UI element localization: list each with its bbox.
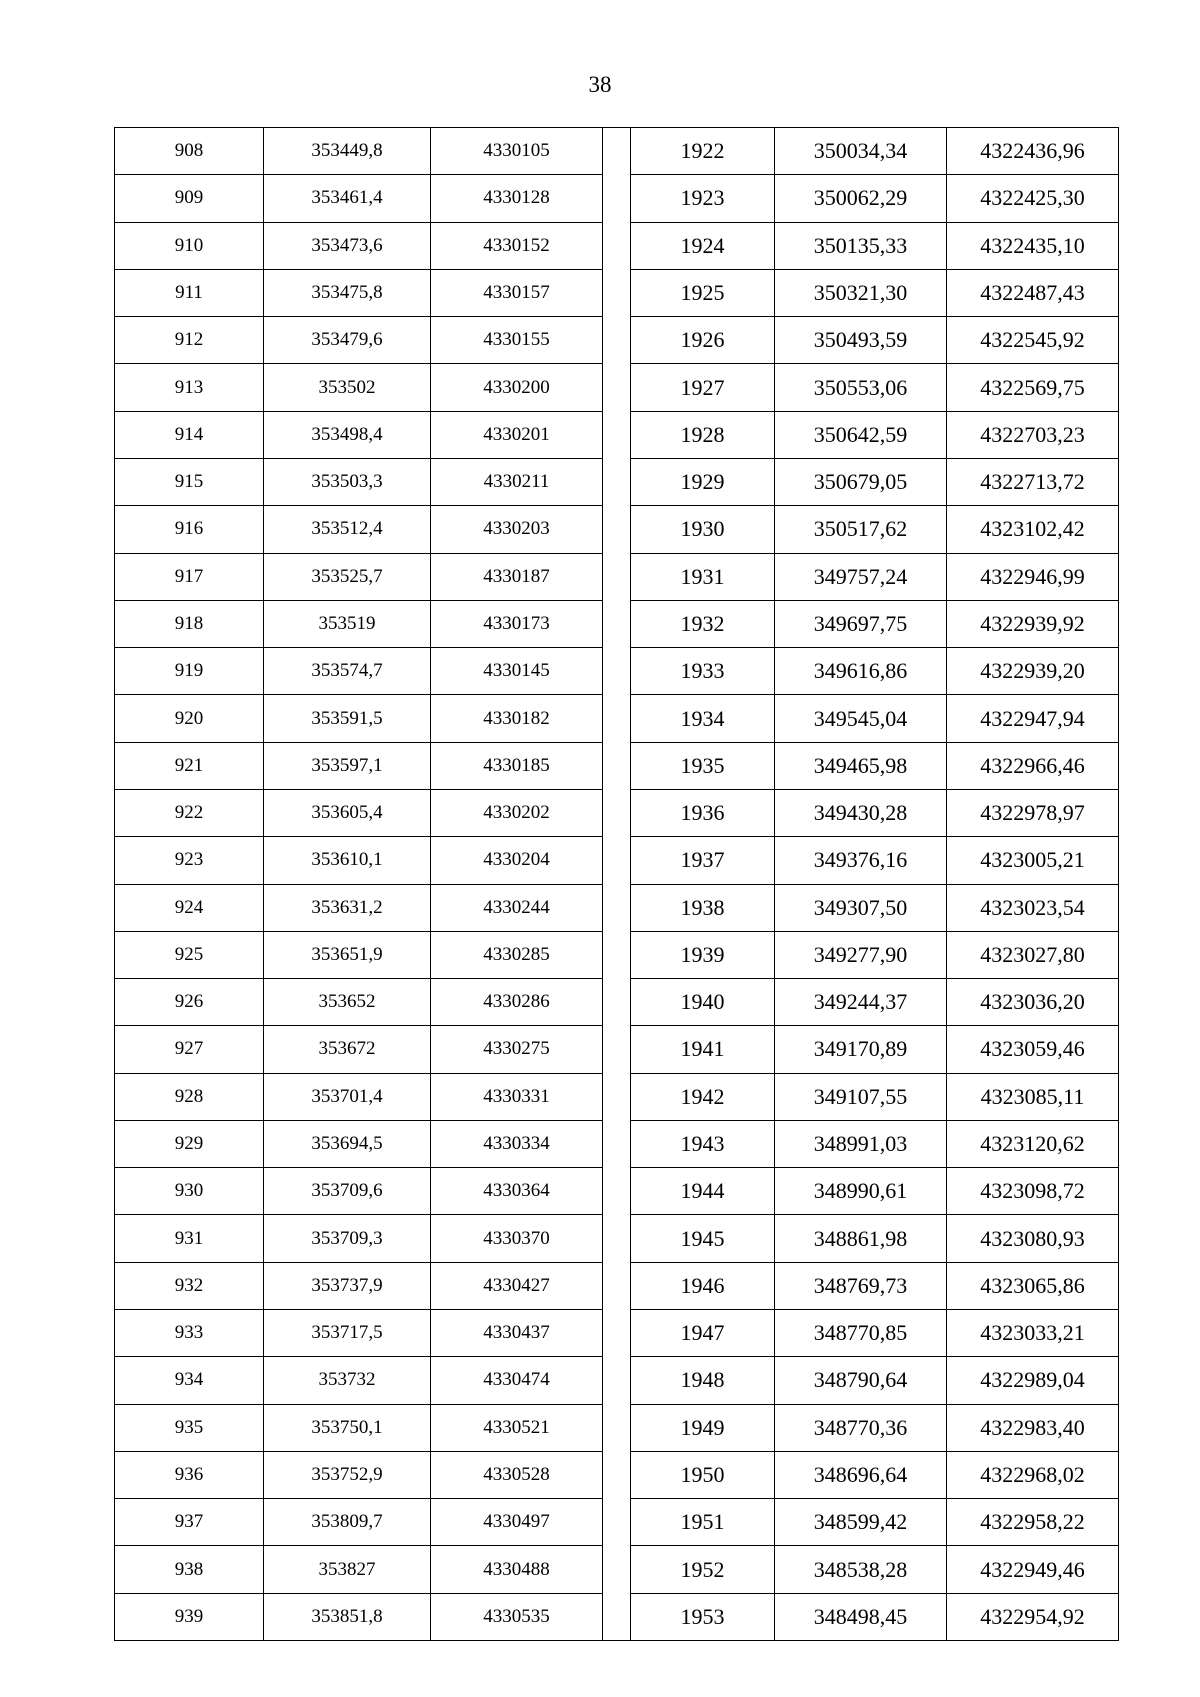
left-y-coordinate-cell: 4330182 <box>431 695 603 742</box>
left-y-coordinate-cell: 4330285 <box>431 931 603 978</box>
left-point-number-cell: 932 <box>115 1262 264 1309</box>
column-separator-cell <box>603 884 631 931</box>
left-point-number-cell: 923 <box>115 837 264 884</box>
left-y-coordinate-cell: 4330200 <box>431 364 603 411</box>
table-row <box>115 553 1119 600</box>
right-point-number-cell: 1948 <box>631 1357 775 1404</box>
left-point-number-cell: 926 <box>115 979 264 1026</box>
right-x-coordinate-cell: 349430,28 <box>775 789 947 836</box>
left-y-coordinate-cell: 4330211 <box>431 458 603 505</box>
left-y-coordinate-cell: 4330145 <box>431 648 603 695</box>
left-x-coordinate-cell: 353512,4 <box>264 506 431 553</box>
left-x-coordinate-cell: 353709,3 <box>264 1215 431 1262</box>
table-row <box>115 506 1119 553</box>
right-x-coordinate-cell: 349757,24 <box>775 553 947 600</box>
left-y-coordinate-cell: 4330204 <box>431 837 603 884</box>
left-x-coordinate-cell: 353475,8 <box>264 269 431 316</box>
right-point-number-cell: 1924 <box>631 222 775 269</box>
right-point-number-cell: 1946 <box>631 1262 775 1309</box>
right-point-number-cell: 1933 <box>631 648 775 695</box>
column-separator-cell <box>603 317 631 364</box>
right-x-coordinate-cell: 348696,64 <box>775 1451 947 1498</box>
right-point-number-cell: 1928 <box>631 411 775 458</box>
column-separator-cell <box>603 506 631 553</box>
table-row <box>115 1451 1119 1498</box>
right-y-coordinate-cell: 4322713,72 <box>947 458 1119 505</box>
right-y-coordinate-cell: 4322703,23 <box>947 411 1119 458</box>
right-y-coordinate-cell: 4323027,80 <box>947 931 1119 978</box>
column-separator-cell <box>603 411 631 458</box>
table-row <box>115 695 1119 742</box>
left-point-number-cell: 918 <box>115 600 264 647</box>
column-separator-cell <box>603 458 631 505</box>
left-x-coordinate-cell: 353750,1 <box>264 1404 431 1451</box>
left-x-coordinate-cell: 353694,5 <box>264 1120 431 1167</box>
left-y-coordinate-cell: 4330173 <box>431 600 603 647</box>
left-point-number-cell: 938 <box>115 1546 264 1593</box>
left-x-coordinate-cell: 353498,4 <box>264 411 431 458</box>
right-x-coordinate-cell: 348991,03 <box>775 1120 947 1167</box>
right-y-coordinate-cell: 4322949,46 <box>947 1546 1119 1593</box>
left-y-coordinate-cell: 4330334 <box>431 1120 603 1167</box>
left-x-coordinate-cell: 353672 <box>264 1026 431 1073</box>
left-point-number-cell: 937 <box>115 1499 264 1546</box>
table-row <box>115 1215 1119 1262</box>
column-separator-cell <box>603 695 631 742</box>
right-point-number-cell: 1950 <box>631 1451 775 1498</box>
left-point-number-cell: 933 <box>115 1310 264 1357</box>
left-point-number-cell: 928 <box>115 1073 264 1120</box>
left-y-coordinate-cell: 4330488 <box>431 1546 603 1593</box>
table-row <box>115 458 1119 505</box>
table-row <box>115 317 1119 364</box>
column-separator-cell <box>603 1310 631 1357</box>
right-x-coordinate-cell: 348769,73 <box>775 1262 947 1309</box>
left-y-coordinate-cell: 4330474 <box>431 1357 603 1404</box>
column-separator-cell <box>603 600 631 647</box>
column-separator-cell <box>603 553 631 600</box>
right-point-number-cell: 1930 <box>631 506 775 553</box>
right-x-coordinate-cell: 350034,34 <box>775 128 947 175</box>
column-separator-cell <box>603 222 631 269</box>
left-y-coordinate-cell: 4330331 <box>431 1073 603 1120</box>
right-point-number-cell: 1940 <box>631 979 775 1026</box>
right-x-coordinate-cell: 350321,30 <box>775 269 947 316</box>
right-point-number-cell: 1939 <box>631 931 775 978</box>
left-x-coordinate-cell: 353503,3 <box>264 458 431 505</box>
left-y-coordinate-cell: 4330497 <box>431 1499 603 1546</box>
table-row <box>115 648 1119 695</box>
left-y-coordinate-cell: 4330370 <box>431 1215 603 1262</box>
table-row <box>115 742 1119 789</box>
column-separator-cell <box>603 269 631 316</box>
left-point-number-cell: 916 <box>115 506 264 553</box>
right-x-coordinate-cell: 349376,16 <box>775 837 947 884</box>
right-x-coordinate-cell: 349307,50 <box>775 884 947 931</box>
right-y-coordinate-cell: 4323065,86 <box>947 1262 1119 1309</box>
left-x-coordinate-cell: 353737,9 <box>264 1262 431 1309</box>
column-separator-cell <box>603 648 631 695</box>
right-y-coordinate-cell: 4322569,75 <box>947 364 1119 411</box>
right-y-coordinate-cell: 4322966,46 <box>947 742 1119 789</box>
table-row <box>115 1073 1119 1120</box>
table-row <box>115 1310 1119 1357</box>
left-y-coordinate-cell: 4330437 <box>431 1310 603 1357</box>
left-x-coordinate-cell: 353449,8 <box>264 128 431 175</box>
right-y-coordinate-cell: 4323033,21 <box>947 1310 1119 1357</box>
right-point-number-cell: 1945 <box>631 1215 775 1262</box>
left-y-coordinate-cell: 4330187 <box>431 553 603 600</box>
right-point-number-cell: 1943 <box>631 1120 775 1167</box>
left-x-coordinate-cell: 353732 <box>264 1357 431 1404</box>
left-point-number-cell: 912 <box>115 317 264 364</box>
right-y-coordinate-cell: 4322954,92 <box>947 1593 1119 1640</box>
table-row <box>115 222 1119 269</box>
right-point-number-cell: 1936 <box>631 789 775 836</box>
column-separator-cell <box>603 1593 631 1640</box>
left-x-coordinate-cell: 353809,7 <box>264 1499 431 1546</box>
left-point-number-cell: 934 <box>115 1357 264 1404</box>
left-x-coordinate-cell: 353473,6 <box>264 222 431 269</box>
right-x-coordinate-cell: 348790,64 <box>775 1357 947 1404</box>
left-x-coordinate-cell: 353519 <box>264 600 431 647</box>
left-point-number-cell: 935 <box>115 1404 264 1451</box>
column-separator-cell <box>603 1120 631 1167</box>
right-point-number-cell: 1923 <box>631 175 775 222</box>
right-x-coordinate-cell: 350642,59 <box>775 411 947 458</box>
left-point-number-cell: 910 <box>115 222 264 269</box>
right-y-coordinate-cell: 4322425,30 <box>947 175 1119 222</box>
column-separator-cell <box>603 789 631 836</box>
left-point-number-cell: 921 <box>115 742 264 789</box>
right-x-coordinate-cell: 349465,98 <box>775 742 947 789</box>
right-y-coordinate-cell: 4322939,20 <box>947 648 1119 695</box>
left-y-coordinate-cell: 4330528 <box>431 1451 603 1498</box>
right-point-number-cell: 1927 <box>631 364 775 411</box>
right-x-coordinate-cell: 349616,86 <box>775 648 947 695</box>
right-x-coordinate-cell: 350062,29 <box>775 175 947 222</box>
table-row <box>115 411 1119 458</box>
left-y-coordinate-cell: 4330203 <box>431 506 603 553</box>
right-point-number-cell: 1949 <box>631 1404 775 1451</box>
right-point-number-cell: 1937 <box>631 837 775 884</box>
right-point-number-cell: 1951 <box>631 1499 775 1546</box>
right-point-number-cell: 1925 <box>631 269 775 316</box>
right-y-coordinate-cell: 4322983,40 <box>947 1404 1119 1451</box>
left-y-coordinate-cell: 4330535 <box>431 1593 603 1640</box>
right-point-number-cell: 1952 <box>631 1546 775 1593</box>
left-point-number-cell: 919 <box>115 648 264 695</box>
right-point-number-cell: 1938 <box>631 884 775 931</box>
column-separator-cell <box>603 837 631 884</box>
left-x-coordinate-cell: 353651,9 <box>264 931 431 978</box>
table-row <box>115 1168 1119 1215</box>
right-x-coordinate-cell: 348990,61 <box>775 1168 947 1215</box>
left-x-coordinate-cell: 353574,7 <box>264 648 431 695</box>
left-x-coordinate-cell: 353461,4 <box>264 175 431 222</box>
right-x-coordinate-cell: 348498,45 <box>775 1593 947 1640</box>
left-y-coordinate-cell: 4330427 <box>431 1262 603 1309</box>
left-x-coordinate-cell: 353502 <box>264 364 431 411</box>
column-separator-cell <box>603 364 631 411</box>
right-y-coordinate-cell: 4323005,21 <box>947 837 1119 884</box>
left-point-number-cell: 909 <box>115 175 264 222</box>
right-x-coordinate-cell: 349170,89 <box>775 1026 947 1073</box>
table-row <box>115 600 1119 647</box>
table-row <box>115 1499 1119 1546</box>
right-x-coordinate-cell: 349277,90 <box>775 931 947 978</box>
column-separator-cell <box>603 931 631 978</box>
column-separator-cell <box>603 1215 631 1262</box>
table-row <box>115 789 1119 836</box>
left-point-number-cell: 936 <box>115 1451 264 1498</box>
right-y-coordinate-cell: 4323023,54 <box>947 884 1119 931</box>
left-x-coordinate-cell: 353717,5 <box>264 1310 431 1357</box>
left-x-coordinate-cell: 353851,8 <box>264 1593 431 1640</box>
right-x-coordinate-cell: 348599,42 <box>775 1499 947 1546</box>
table-row <box>115 1120 1119 1167</box>
column-separator-cell <box>603 1168 631 1215</box>
left-point-number-cell: 917 <box>115 553 264 600</box>
right-x-coordinate-cell: 350135,33 <box>775 222 947 269</box>
left-x-coordinate-cell: 353701,4 <box>264 1073 431 1120</box>
left-y-coordinate-cell: 4330275 <box>431 1026 603 1073</box>
right-y-coordinate-cell: 4322989,04 <box>947 1357 1119 1404</box>
left-x-coordinate-cell: 353525,7 <box>264 553 431 600</box>
left-x-coordinate-cell: 353827 <box>264 1546 431 1593</box>
right-point-number-cell: 1926 <box>631 317 775 364</box>
left-x-coordinate-cell: 353610,1 <box>264 837 431 884</box>
column-separator-cell <box>603 1262 631 1309</box>
left-x-coordinate-cell: 353752,9 <box>264 1451 431 1498</box>
left-x-coordinate-cell: 353479,6 <box>264 317 431 364</box>
right-point-number-cell: 1934 <box>631 695 775 742</box>
table-row <box>115 1546 1119 1593</box>
left-point-number-cell: 924 <box>115 884 264 931</box>
right-y-coordinate-cell: 4322487,43 <box>947 269 1119 316</box>
left-point-number-cell: 931 <box>115 1215 264 1262</box>
left-point-number-cell: 911 <box>115 269 264 316</box>
table-row <box>115 1404 1119 1451</box>
left-x-coordinate-cell: 353597,1 <box>264 742 431 789</box>
column-separator-cell <box>603 1499 631 1546</box>
left-x-coordinate-cell: 353591,5 <box>264 695 431 742</box>
right-x-coordinate-cell: 349244,37 <box>775 979 947 1026</box>
left-y-coordinate-cell: 4330155 <box>431 317 603 364</box>
right-x-coordinate-cell: 348861,98 <box>775 1215 947 1262</box>
left-x-coordinate-cell: 353605,4 <box>264 789 431 836</box>
column-separator-cell <box>603 1404 631 1451</box>
right-y-coordinate-cell: 4322947,94 <box>947 695 1119 742</box>
right-point-number-cell: 1929 <box>631 458 775 505</box>
left-point-number-cell: 930 <box>115 1168 264 1215</box>
right-y-coordinate-cell: 4323059,46 <box>947 1026 1119 1073</box>
right-x-coordinate-cell: 350517,62 <box>775 506 947 553</box>
left-y-coordinate-cell: 4330521 <box>431 1404 603 1451</box>
right-y-coordinate-cell: 4322968,02 <box>947 1451 1119 1498</box>
right-y-coordinate-cell: 4323102,42 <box>947 506 1119 553</box>
right-y-coordinate-cell: 4323120,62 <box>947 1120 1119 1167</box>
left-y-coordinate-cell: 4330157 <box>431 269 603 316</box>
coordinates-table <box>114 127 1119 1641</box>
left-point-number-cell: 939 <box>115 1593 264 1640</box>
table-row <box>115 175 1119 222</box>
right-x-coordinate-cell: 350553,06 <box>775 364 947 411</box>
page-number: 38 <box>588 72 612 97</box>
column-separator-cell <box>603 1546 631 1593</box>
left-y-coordinate-cell: 4330286 <box>431 979 603 1026</box>
left-y-coordinate-cell: 4330364 <box>431 1168 603 1215</box>
table-row <box>115 1357 1119 1404</box>
table-row <box>115 884 1119 931</box>
table-row <box>115 128 1119 175</box>
right-x-coordinate-cell: 349545,04 <box>775 695 947 742</box>
right-point-number-cell: 1941 <box>631 1026 775 1073</box>
table-row <box>115 837 1119 884</box>
right-y-coordinate-cell: 4323036,20 <box>947 979 1119 1026</box>
left-y-coordinate-cell: 4330202 <box>431 789 603 836</box>
table-body <box>115 128 1119 1641</box>
left-y-coordinate-cell: 4330128 <box>431 175 603 222</box>
left-y-coordinate-cell: 4330244 <box>431 884 603 931</box>
table-row <box>115 1593 1119 1640</box>
column-separator-cell <box>603 128 631 175</box>
left-y-coordinate-cell: 4330185 <box>431 742 603 789</box>
right-y-coordinate-cell: 4323085,11 <box>947 1073 1119 1120</box>
right-y-coordinate-cell: 4322978,97 <box>947 789 1119 836</box>
table-row <box>115 1262 1119 1309</box>
right-point-number-cell: 1932 <box>631 600 775 647</box>
column-separator-cell <box>603 1451 631 1498</box>
right-x-coordinate-cell: 348770,85 <box>775 1310 947 1357</box>
table-row <box>115 1026 1119 1073</box>
table-row <box>115 269 1119 316</box>
right-y-coordinate-cell: 4322958,22 <box>947 1499 1119 1546</box>
column-separator-cell <box>603 1357 631 1404</box>
right-x-coordinate-cell: 349107,55 <box>775 1073 947 1120</box>
coordinates-table-container <box>114 127 1118 1641</box>
right-y-coordinate-cell: 4322946,99 <box>947 553 1119 600</box>
right-y-coordinate-cell: 4322939,92 <box>947 600 1119 647</box>
right-point-number-cell: 1947 <box>631 1310 775 1357</box>
left-x-coordinate-cell: 353652 <box>264 979 431 1026</box>
right-point-number-cell: 1922 <box>631 128 775 175</box>
left-point-number-cell: 927 <box>115 1026 264 1073</box>
left-point-number-cell: 925 <box>115 931 264 978</box>
right-y-coordinate-cell: 4322435,10 <box>947 222 1119 269</box>
left-y-coordinate-cell: 4330105 <box>431 128 603 175</box>
column-separator-cell <box>603 742 631 789</box>
column-separator-cell <box>603 1026 631 1073</box>
right-y-coordinate-cell: 4323080,93 <box>947 1215 1119 1262</box>
right-point-number-cell: 1944 <box>631 1168 775 1215</box>
left-point-number-cell: 920 <box>115 695 264 742</box>
table-row <box>115 979 1119 1026</box>
left-point-number-cell: 929 <box>115 1120 264 1167</box>
right-x-coordinate-cell: 350679,05 <box>775 458 947 505</box>
left-point-number-cell: 908 <box>115 128 264 175</box>
right-point-number-cell: 1935 <box>631 742 775 789</box>
right-y-coordinate-cell: 4322436,96 <box>947 128 1119 175</box>
left-point-number-cell: 922 <box>115 789 264 836</box>
column-separator-cell <box>603 1073 631 1120</box>
right-point-number-cell: 1953 <box>631 1593 775 1640</box>
left-y-coordinate-cell: 4330152 <box>431 222 603 269</box>
column-separator-cell <box>603 979 631 1026</box>
right-point-number-cell: 1931 <box>631 553 775 600</box>
left-point-number-cell: 913 <box>115 364 264 411</box>
right-x-coordinate-cell: 349697,75 <box>775 600 947 647</box>
right-y-coordinate-cell: 4323098,72 <box>947 1168 1119 1215</box>
table-row <box>115 364 1119 411</box>
right-point-number-cell: 1942 <box>631 1073 775 1120</box>
left-point-number-cell: 914 <box>115 411 264 458</box>
left-x-coordinate-cell: 353709,6 <box>264 1168 431 1215</box>
right-y-coordinate-cell: 4322545,92 <box>947 317 1119 364</box>
column-separator-cell <box>603 175 631 222</box>
left-y-coordinate-cell: 4330201 <box>431 411 603 458</box>
right-x-coordinate-cell: 348538,28 <box>775 1546 947 1593</box>
left-x-coordinate-cell: 353631,2 <box>264 884 431 931</box>
left-point-number-cell: 915 <box>115 458 264 505</box>
right-x-coordinate-cell: 348770,36 <box>775 1404 947 1451</box>
table-row <box>115 931 1119 978</box>
right-x-coordinate-cell: 350493,59 <box>775 317 947 364</box>
